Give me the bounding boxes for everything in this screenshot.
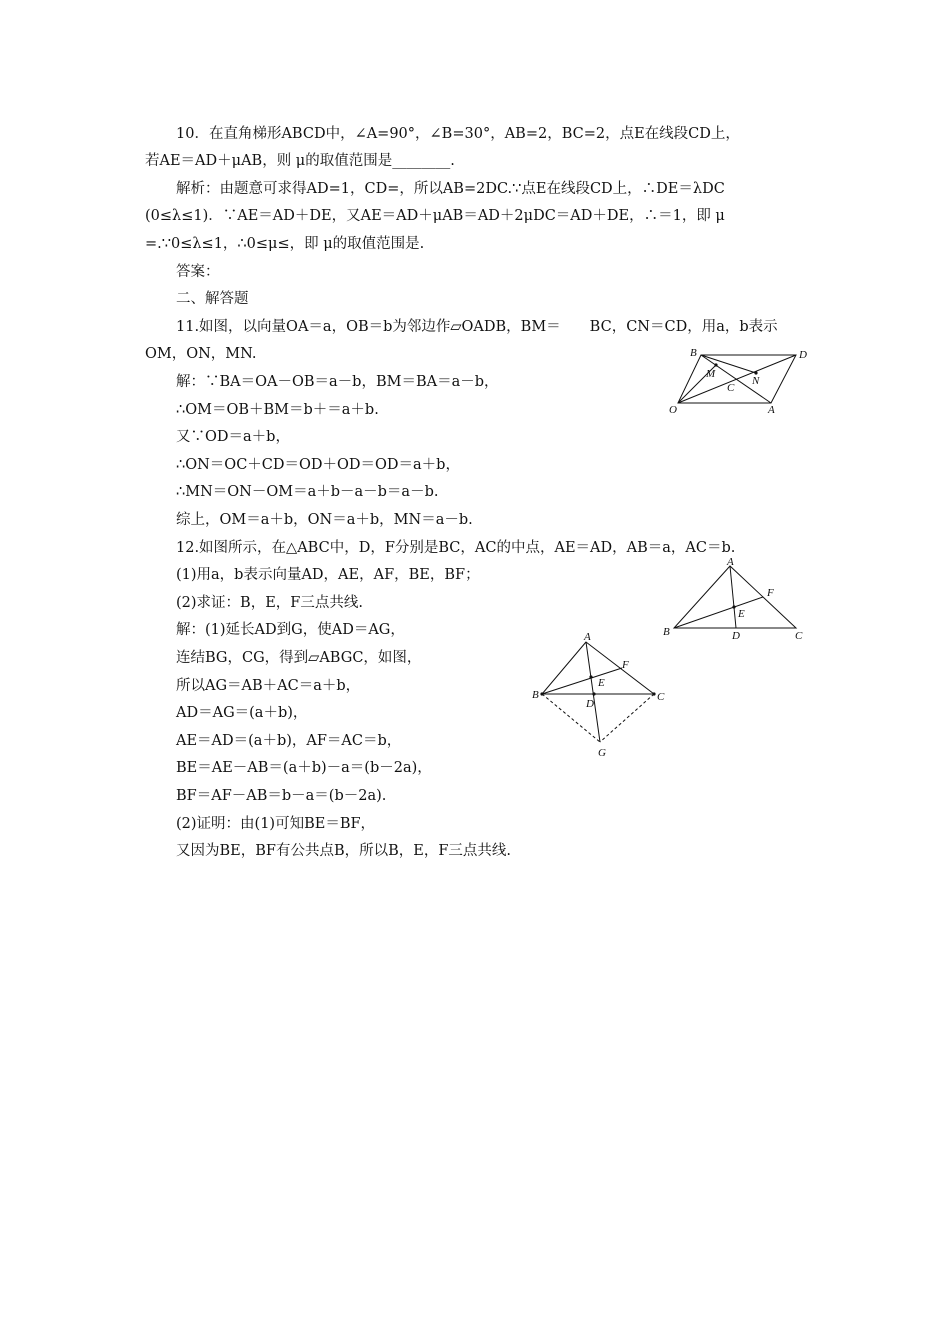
q12-solution-line-2: 连结BG，CG，得到▱ABGC，如图， <box>176 650 422 666</box>
figure-triangle-abc <box>658 558 808 644</box>
q10-answer: 答案： <box>176 264 220 280</box>
fig3-label-a: A <box>584 631 591 643</box>
fig1-label-d: D <box>799 349 807 361</box>
q12-line-1: 12.如图所示，在△ABC中，D，F分别是BC，AC的中点，AE＝AD，AB＝a，AC＝b. <box>176 540 736 556</box>
fig3-label-d: D <box>586 698 594 710</box>
q11-solution-line-1: 解：∵BA＝OA－OB＝a－b，BM＝BA＝a－b， <box>176 374 499 390</box>
fig1-label-n: N <box>752 375 760 387</box>
fig3-label-c: C <box>657 691 665 703</box>
q11-line-1: 11.如图，以向量OA＝a，OB＝b为邻边作▱OADB，BM＝ BC，CN＝CD，用a，b表示 <box>176 319 778 335</box>
q12-line-3: (2)求证：B，E，F三点共线. <box>176 595 363 611</box>
fig3-label-g: G <box>598 747 606 759</box>
fig2-label-f: F <box>767 587 774 599</box>
q10-line-2: 若AE＝AD＋μAB，则 μ的取值范围是________. <box>145 153 455 169</box>
fig1-label-o: O <box>669 404 677 416</box>
q11-solution-line-4: ∴ON＝OC＋CD＝OD＋OD＝OD＝a＋b， <box>176 457 460 473</box>
fig3-label-f: F <box>622 659 629 671</box>
fig1-label-b: B <box>690 347 697 359</box>
fig2-label-e: E <box>738 608 745 620</box>
q12-proof-line-1: (2)证明：由(1)可知BE＝BF， <box>176 816 376 832</box>
q11-solution-line-2: ∴OM＝OB＋BM＝b＋＝a＋b. <box>176 402 379 418</box>
q11-solution-line-5: ∴MN＝ON－OM＝a＋b－a－b＝a－b. <box>176 484 439 500</box>
q11-line-2: OM，ON，MN. <box>145 346 257 362</box>
figure-parallelogram-abgc <box>528 630 670 762</box>
q11-solution-line-6: 综上，OM＝a＋b，ON＝a＋b，MN＝a－b. <box>176 512 473 528</box>
q12-line-2: (1)用a，b表示向量AD，AE，AF，BE，BF； <box>176 567 480 583</box>
q12-proof-line-2: 又因为BE，BF有公共点B，所以B，E，F三点共线. <box>176 843 512 859</box>
fig1-label-c: C <box>727 382 735 394</box>
fig3-label-e: E <box>598 677 605 689</box>
q10-solution-line-2: (0≤λ≤1)．∵AE＝AD＋DE，又AE＝AD＋μAB＝AD＋2μDC＝AD＋DE，∴＝1，即 μ <box>145 208 725 224</box>
fig1-label-a: A <box>768 404 775 416</box>
fig2-label-d: D <box>732 630 740 642</box>
q12-solution-line-4: AD＝AG＝(a＋b)， <box>176 705 308 721</box>
figure-parallelogram-oadb <box>664 344 812 416</box>
q10-solution-line-3: =.∵0≤λ≤1，∴0≤μ≤，即 μ的取值范围是. <box>145 236 425 252</box>
fig2-label-c: C <box>795 630 803 642</box>
q10-line-1: 10．在直角梯形ABCD中，∠A=90°，∠B=30°，AB=2，BC=2，点E在线段CD上， <box>176 126 740 142</box>
q11-solution-line-3: 又∵OD＝a＋b， <box>176 429 290 445</box>
q10-solution-line-1: 解析：由题意可求得AD=1，CD=，所以AB=2DC.∵点E在线段CD上，∴DE＝λDC <box>176 181 725 197</box>
q12-solution-line-5: AE＝AD＝(a＋b)，AF＝AC＝b， <box>176 733 402 749</box>
q12-solution-line-6: BE＝AE－AB＝(a＋b)－a＝(b－2a)， <box>176 760 432 776</box>
fig2-label-a: A <box>727 558 734 568</box>
q12-solution-line-7: BF＝AF－AB＝b－a＝(b－2a). <box>176 788 387 804</box>
q12-solution-line-1: 解：(1)延长AD到G，使AD＝AG， <box>176 622 405 638</box>
fig2-label-b: B <box>663 626 670 638</box>
fig3-label-b: B <box>532 689 539 701</box>
fig1-label-m: M <box>706 368 716 380</box>
q12-solution-line-3: 所以AG＝AB＋AC＝a＋b， <box>176 678 361 694</box>
section-heading: 二、解答题 <box>176 291 249 307</box>
